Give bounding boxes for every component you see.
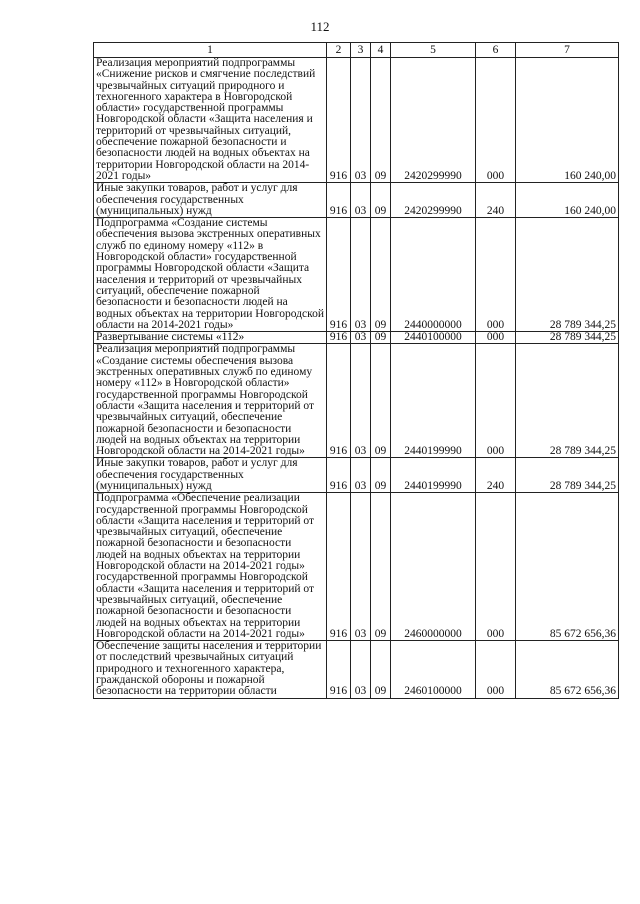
column-header-3: 3 xyxy=(351,43,371,58)
expense-type-code: 000 xyxy=(476,218,516,332)
expense-type-code: 240 xyxy=(476,458,516,493)
expense-name: Иные закупки товаров, работ и услуг для обеспечения государственных (муниципальных) нужд xyxy=(94,458,327,493)
target-article-code: 2440199990 xyxy=(391,344,476,458)
column-header-5: 5 xyxy=(391,43,476,58)
amount: 85 672 656,36 xyxy=(516,493,619,641)
ministry-code: 916 xyxy=(327,493,351,641)
table-row xyxy=(94,641,619,698)
table-row xyxy=(94,183,619,218)
budget-table xyxy=(93,42,619,699)
expense-type-code: 240 xyxy=(476,183,516,218)
amount: 28 789 344,25 xyxy=(516,218,619,332)
ministry-code: 916 xyxy=(327,58,351,183)
column-header-6: 6 xyxy=(476,43,516,58)
section-code: 03 xyxy=(351,332,371,344)
target-article-code: 2420299990 xyxy=(391,183,476,218)
column-header-7: 7 xyxy=(516,43,619,58)
subsection-code: 09 xyxy=(371,458,391,493)
ministry-code: 916 xyxy=(327,344,351,458)
subsection-code: 09 xyxy=(371,641,391,698)
target-article-code: 2460000000 xyxy=(391,493,476,641)
section-code: 03 xyxy=(351,458,371,493)
table-row xyxy=(94,218,619,332)
expense-type-code: 000 xyxy=(476,641,516,698)
expense-name: Развертывание системы «112» xyxy=(94,332,327,344)
subsection-code: 09 xyxy=(371,58,391,183)
table-row xyxy=(94,344,619,458)
section-code: 03 xyxy=(351,218,371,332)
table-row xyxy=(94,58,619,183)
page-number: 112 xyxy=(310,19,330,34)
section-code: 03 xyxy=(351,183,371,218)
expense-type-code: 000 xyxy=(476,493,516,641)
amount: 160 240,00 xyxy=(516,183,619,218)
section-code: 03 xyxy=(351,344,371,458)
target-article-code: 2420299990 xyxy=(391,58,476,183)
expense-name: Подпрограмма «Обеспечение реализации государственной программы Новгородской области «Защита населения и территорий от чрезвычайных ситуаций, обеспечение пожарной безопасности и безопасности людей на водных объектах на территории Новгородской области на 2014-2021 годы» государственной программы Новгородской области «Защита населения и территорий от чрезвычайных ситуаций, обеспечение пожарной безопасности и безопасности людей на водных объектах на территории Новгородской области на 2014-2021 годы» xyxy=(94,493,327,641)
amount: 28 789 344,25 xyxy=(516,332,619,344)
expense-type-code: 000 xyxy=(476,58,516,183)
section-code: 03 xyxy=(351,641,371,698)
column-header-4: 4 xyxy=(371,43,391,58)
column-header-1: 1 xyxy=(94,43,327,58)
expense-type-code: 000 xyxy=(476,332,516,344)
section-code: 03 xyxy=(351,58,371,183)
amount: 28 789 344,25 xyxy=(516,458,619,493)
table-row xyxy=(94,493,619,641)
header-row xyxy=(94,43,619,58)
subsection-code: 09 xyxy=(371,183,391,218)
ministry-code: 916 xyxy=(327,332,351,344)
column-header-2: 2 xyxy=(327,43,351,58)
target-article-code: 2440100000 xyxy=(391,332,476,344)
amount: 160 240,00 xyxy=(516,58,619,183)
expense-name: Подпрограмма «Создание системы обеспечения вызова экстренных оперативных служб по единому номеру «112» в Новгородской области» государственной программы Новгородской области «Защита населения и территорий от чрезвычайных ситуаций, обеспечение пожарной безопасности и безопасности людей на водных объектах на территории Новгородской области на 2014-2021 годы» xyxy=(94,218,327,332)
expense-name: Реализация мероприятий подпрограммы «Создание системы обеспечения вызова экстренных оперативных служб по единому номеру «112» в Новгородской области» государственной программы Новгородской области «Защита населения и территорий от чрезвычайных ситуаций, обеспечение пожарной безопасности и безопасности людей на водных объектах на территории Новгородской области на 2014-2021 годы» xyxy=(94,344,327,458)
subsection-code: 09 xyxy=(371,218,391,332)
ministry-code: 916 xyxy=(327,183,351,218)
ministry-code: 916 xyxy=(327,458,351,493)
amount: 28 789 344,25 xyxy=(516,344,619,458)
amount: 85 672 656,36 xyxy=(516,641,619,698)
table-row xyxy=(94,332,619,344)
expense-type-code: 000 xyxy=(476,344,516,458)
section-code: 03 xyxy=(351,493,371,641)
ministry-code: 916 xyxy=(327,218,351,332)
expense-name: Реализация мероприятий подпрограммы «Снижение рисков и смягчение последствий чрезвычайных ситуаций природного и техногенного характера в Новгородской области» государственной программы Новгородской области «Защита населения и территорий от чрезвычайных ситуаций, обеспечение пожарной безопасности и безопасности людей на водных объектах на территории Новгородской области на 2014-2021 годы» xyxy=(94,58,327,183)
table-row xyxy=(94,458,619,493)
target-article-code: 2460100000 xyxy=(391,641,476,698)
subsection-code: 09 xyxy=(371,493,391,641)
subsection-code: 09 xyxy=(371,344,391,458)
subsection-code: 09 xyxy=(371,332,391,344)
ministry-code: 916 xyxy=(327,641,351,698)
target-article-code: 2440199990 xyxy=(391,458,476,493)
expense-name: Иные закупки товаров, работ и услуг для обеспечения государственных (муниципальных) нужд xyxy=(94,183,327,218)
target-article-code: 2440000000 xyxy=(391,218,476,332)
expense-name: Обеспечение защиты населения и территории от последствий чрезвычайных ситуаций природного и техногенного характера, гражданской обороны и пожарной безопасности на территории области xyxy=(94,641,327,698)
